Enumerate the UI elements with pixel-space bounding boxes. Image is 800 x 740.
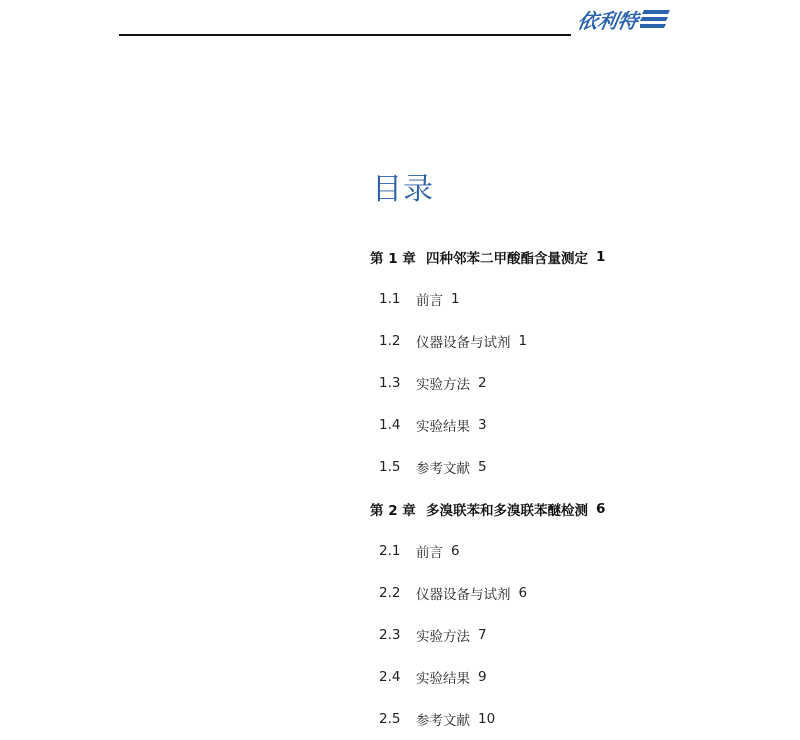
section-number: 2.5	[379, 711, 401, 727]
toc-title: 目录	[372, 172, 434, 207]
page-number: 7	[478, 627, 487, 643]
section-title: 仪器设备与试剂	[416, 335, 511, 351]
page-number: 6	[596, 501, 606, 517]
toc-section-entry[interactable]	[370, 572, 790, 614]
toc-section-entry[interactable]	[370, 614, 790, 656]
company-logo	[575, 4, 670, 34]
chapter-label: 第 2 章	[370, 503, 416, 519]
section-number: 2.1	[379, 543, 401, 559]
section-number: 1.5	[379, 459, 401, 475]
page-number: 3	[478, 417, 487, 433]
toc-section-entry[interactable]	[370, 698, 790, 740]
section-number: 2.2	[379, 585, 401, 601]
section-title: 实验结果	[416, 671, 470, 687]
section-title: 实验方法	[416, 629, 470, 645]
page-number: 1	[596, 249, 606, 265]
page-number: 6	[451, 543, 460, 559]
section-number: 2.4	[379, 669, 401, 685]
chapter-title: 四种邻苯二甲酸酯含量测定	[426, 251, 588, 267]
section-number: 1.2	[379, 333, 401, 349]
toc-section-entry[interactable]	[370, 530, 790, 572]
toc-section-entry[interactable]	[370, 320, 790, 362]
toc-section-entry[interactable]	[370, 278, 790, 320]
toc-chapter-entry[interactable]	[370, 488, 790, 530]
toc-section-entry[interactable]	[370, 656, 790, 698]
table-of-contents	[370, 236, 790, 740]
toc-chapter-entry[interactable]	[370, 236, 790, 278]
header-rule	[119, 34, 571, 36]
page-number: 10	[478, 711, 496, 727]
page-number: 9	[478, 669, 487, 685]
section-number: 1.4	[379, 417, 401, 433]
section-number: 2.3	[379, 627, 401, 643]
toc-section-entry[interactable]	[370, 362, 790, 404]
toc-section-entry[interactable]	[370, 404, 790, 446]
section-title: 前言	[416, 293, 443, 309]
page-number: 1	[451, 291, 460, 307]
page-number: 2	[478, 375, 487, 391]
toc-section-entry[interactable]	[370, 446, 790, 488]
logo-stripes-icon	[640, 8, 670, 30]
chapter-label: 第 1 章	[370, 251, 416, 267]
section-title: 仪器设备与试剂	[416, 587, 511, 603]
section-title: 前言	[416, 545, 443, 561]
page-number: 6	[518, 585, 528, 601]
page-number: 5	[478, 459, 487, 475]
section-title: 参考文献	[416, 461, 470, 477]
page-number: 1	[518, 333, 528, 349]
section-number: 1.3	[379, 375, 401, 391]
section-title: 参考文献	[416, 713, 470, 729]
logo-text: 依利特	[575, 8, 640, 33]
section-title: 实验结果	[416, 419, 470, 435]
section-number: 1.1	[379, 291, 401, 307]
chapter-title: 多溴联苯和多溴联苯醚检测	[426, 503, 588, 519]
section-title: 实验方法	[416, 377, 470, 393]
